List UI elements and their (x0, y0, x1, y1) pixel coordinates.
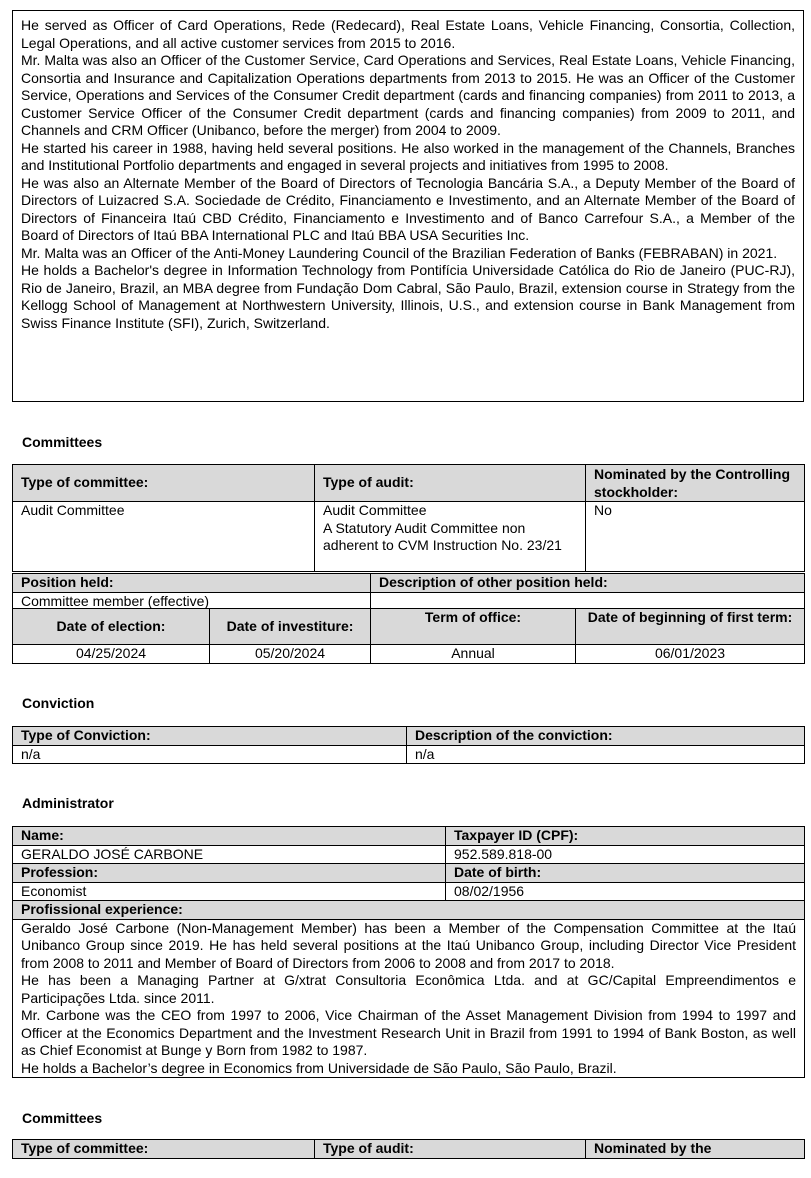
experience-paragraph: He holds a Bachelor's degree in Information Technology from Pontifícia Universidade Católica do Rio de Janeiro (PUC-RJ), Rio de Janeiro, Brazil, an MBA degree from Fundação Dom Cabral, São Paulo, Brazil, extension course in Strategy from the Kellogg School of Management at Northwestern University, Illinois, U.S., and extension course in Bank Management from Swiss Finance Institute (SFI), Zurich, Switzerland. (21, 262, 795, 331)
nominated-label: Nominated by the Controlling stockholder: (586, 465, 805, 502)
cpf-value: 952.589.818-00 (446, 845, 805, 864)
experience-paragraph: Mr. Malta was an Officer of the Anti-Money Laundering Council of the Brazilian Federation of Banks (FEBRABAN) in 2021. (21, 244, 778, 261)
experience-paragraph: Geraldo José Carbone (Non-Management Member) has been a Member of the Compensation Committee at the Itaú Unibanco Group since 2019. He has held several positions at the Itaú Unibanco Group, including Director Vice President from 2008 to 2011 and Member of Board of Directors from 2006 to 2008 and from 2017 to 2018. (21, 919, 796, 971)
conviction-heading: Conviction (22, 695, 95, 711)
term-of-office-label: Term of office: (371, 609, 576, 645)
committees-table (12, 1139, 805, 1159)
type-of-conviction-label: Type of Conviction: (13, 727, 407, 746)
experience-paragraph: Mr. Carbone was the CEO from 1997 to 2006, Vice Chairman of the Asset Management Division from 1994 to 1997 and Officer at the Economics Department and the Investment Research Unit in Brazil from 1991 to 1994 of Bank Boston, as well as Chief Economist at Bunge y Born from 1982 to 1987. (21, 1007, 796, 1058)
type-of-audit-label: Type of audit: (315, 1140, 586, 1159)
type-of-conviction-value: n/a (13, 745, 407, 764)
date-of-election-value: 04/25/2024 (13, 645, 210, 664)
type-of-audit-line: A Statutory Audit Committee non adherent to CVM Instruction No. 23/21 (323, 519, 562, 553)
position-held-value: Committee member (effective) (13, 592, 371, 611)
committees-table (12, 464, 805, 572)
type-of-committee-label: Type of committee: (13, 1140, 315, 1159)
position-held-label: Position held: (13, 574, 371, 593)
experience-paragraph: Mr. Malta was also an Officer of the Customer Service, Card Operations and Services, Real Estate Loans, Vehicle Financing, Consortia and Insurance and Capitalization Operations departments from 2013 to 2015. He was an Officer of the Customer Service, Operations and Services of the Consumer Credit department (cards and financing companies) from 2011 to 2013, a Customer Service Officer of the Consumer Credit department (cards and financing companies) from 2009 to 2011, and Channels and CRM Officer (Unibanco, before the merger) from 2004 to 2009. (21, 52, 795, 138)
administrator-table (12, 826, 805, 1078)
experience-paragraph: He was also an Alternate Member of the Board of Directors of Tecnologia Bancária S.A., a Deputy Member of the Board of Directors of Luizacred S.A. Sociedade de Crédito, Financiamento e Investimento, and an Alternate Member of the Board of Directors of Financeira Itaú CBD Crédito, Financiamento e Investimento and of Banco Carrefour S.A., a Member of the Board of Directors of Itaú BBA International PLC and Itaú BBA USA Securities Inc. (21, 174, 795, 243)
date-of-birth-value: 08/02/1956 (446, 882, 805, 901)
type-of-audit-line: Audit Committee (323, 502, 427, 518)
term-of-office-value: Annual (371, 645, 576, 664)
dates-table (12, 608, 805, 664)
date-of-election-label: Date of election: (13, 609, 210, 645)
name-label: Name: (13, 827, 446, 846)
experience-paragraph: He started his career in 1988, having held several positions. He also worked in the management of the Channels, Branches and Institutional Portfolio departments and engaged in several projects and initiatives from 1995 to 2008. (21, 139, 795, 173)
administrator-heading: Administrator (22, 795, 114, 811)
experience-label: Profissional experience: (13, 901, 805, 920)
date-of-investiture-label: Date of investiture: (210, 609, 371, 645)
name-value: GERALDO JOSÉ CARBONE (13, 845, 446, 864)
type-of-committee-label: Type of committee: (13, 465, 315, 502)
type-of-committee-value: Audit Committee (13, 502, 315, 572)
experience-paragraph: He holds a Bachelor’s degree in Economics from Universidade de São Paulo, São Paulo, Brazil. (21, 1059, 617, 1076)
cpf-label: Taxpayer ID (CPF): (446, 827, 805, 846)
desc-other-position-label: Description of other position held: (371, 574, 805, 593)
conviction-description-value: n/a (407, 745, 805, 764)
type-of-audit-label: Type of audit: (315, 465, 586, 502)
committees-heading: Committees (22, 434, 103, 450)
profession-label: Profession: (13, 864, 446, 883)
type-of-audit-value (315, 502, 586, 572)
experience-value (13, 919, 805, 1078)
experience-paragraph: He has been a Managing Partner at G/xtrat Consultoria Econômica Ltda. and at GC/Capital Empreendimentos e Participações Ltda. since 2011. (21, 972, 796, 1006)
nominated-label: Nominated by the (586, 1140, 805, 1159)
first-term-value: 06/01/2023 (576, 645, 805, 664)
experience-paragraph: He served as Officer of Card Operations, Rede (Redecard), Real Estate Loans, Vehicle Financing, Consortia, Collection, Legal Operations, and all active customer services from 2015 to 2016. (21, 17, 795, 51)
first-term-label: Date of beginning of first term: (576, 609, 805, 645)
previous-experience-box (12, 10, 804, 402)
position-table (12, 573, 805, 611)
conviction-description-label: Description of the conviction: (407, 727, 805, 746)
date-of-investiture-value: 05/20/2024 (210, 645, 371, 664)
profession-value: Economist (13, 882, 446, 901)
conviction-table (12, 726, 805, 764)
nominated-value: No (586, 502, 805, 572)
committees-heading: Committees (22, 1110, 103, 1126)
date-of-birth-label: Date of birth: (446, 864, 805, 883)
